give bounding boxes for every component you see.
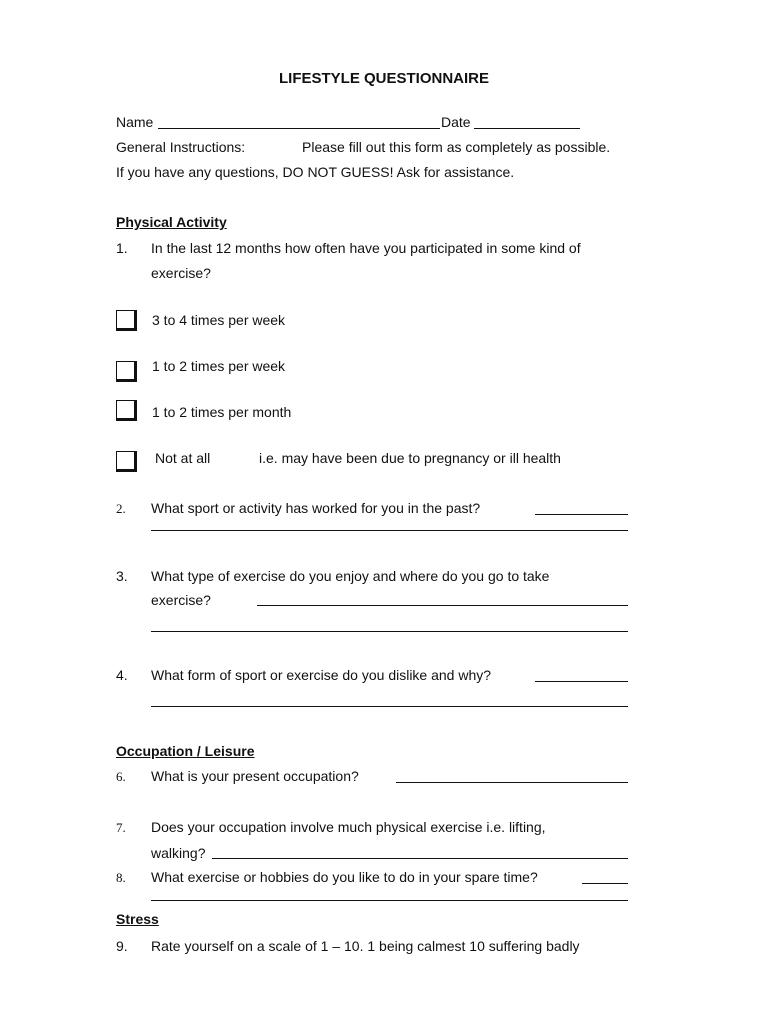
section-occupation-leisure: Occupation / Leisure <box>116 743 255 759</box>
q6-number: 6. <box>116 769 126 784</box>
instructions-line2: If you have any questions, DO NOT GUESS! Ask for assistance. <box>116 164 515 180</box>
option-4-note: i.e. may have been due to pregnancy or ill health <box>259 450 561 466</box>
q9-text: Rate yourself on a scale of 1 – 10. 1 being calmest 10 suffering badly <box>151 938 580 954</box>
q4-answer-line-2[interactable] <box>151 706 628 707</box>
q1-text: In the last 12 months how often have you participated in some kind of <box>151 240 581 256</box>
q8-number: 8. <box>116 870 126 885</box>
checkbox-option-2[interactable] <box>116 361 137 382</box>
checkbox-option-1[interactable] <box>116 310 137 331</box>
q7-answer-line[interactable] <box>212 858 628 859</box>
q8-answer-line-2[interactable] <box>151 900 628 901</box>
instructions-label: General Instructions: <box>116 139 246 155</box>
q2-answer-line-1[interactable] <box>535 514 628 515</box>
instructions-text: Please fill out this form as completely as possible. <box>302 139 611 155</box>
q2-number: 2. <box>116 501 126 516</box>
option-3-label: 1 to 2 times per month <box>152 404 292 420</box>
q6-text: What is your present occupation? <box>151 768 359 784</box>
q4-text: What form of sport or exercise do you dislike and why? <box>151 667 492 683</box>
q3-answer-line-2[interactable] <box>151 631 628 632</box>
q6-answer-line[interactable] <box>396 782 628 783</box>
q3-text-cont: exercise? <box>151 592 211 608</box>
name-label: Name <box>116 114 154 130</box>
name-field[interactable] <box>158 128 440 129</box>
q3-text: What type of exercise do you enjoy and where do you go to take <box>151 568 550 584</box>
q7-text: Does your occupation involve much physical exercise i.e. lifting, <box>151 819 546 835</box>
q3-number: 3. <box>116 568 128 584</box>
q1-number: 1. <box>116 240 128 256</box>
q1-text-cont: exercise? <box>151 265 211 281</box>
q8-answer-line-1[interactable] <box>582 883 628 884</box>
checkbox-option-4[interactable] <box>116 451 137 472</box>
date-label: Date <box>441 114 471 130</box>
option-2-label: 1 to 2 times per week <box>152 358 286 374</box>
q7-number: 7. <box>116 820 126 835</box>
q4-answer-line-1[interactable] <box>535 681 628 682</box>
section-physical-activity: Physical Activity <box>116 214 227 230</box>
page-title: LIFESTYLE QUESTIONNAIRE <box>278 70 489 87</box>
option-4-label: Not at all <box>155 450 211 466</box>
section-stress: Stress <box>116 911 159 927</box>
checkbox-option-3[interactable] <box>116 400 137 421</box>
q2-answer-line-2[interactable] <box>151 530 628 531</box>
q8-text: What exercise or hobbies do you like to do in your spare time? <box>151 869 538 885</box>
q7-text-cont: walking? <box>151 845 206 861</box>
date-field[interactable] <box>474 128 580 129</box>
q2-text: What sport or activity has worked for you in the past? <box>151 500 481 516</box>
q3-answer-line-1[interactable] <box>257 605 628 606</box>
q4-number: 4. <box>116 667 128 683</box>
q9-number: 9. <box>116 938 128 954</box>
option-1-label: 3 to 4 times per week <box>152 312 286 328</box>
